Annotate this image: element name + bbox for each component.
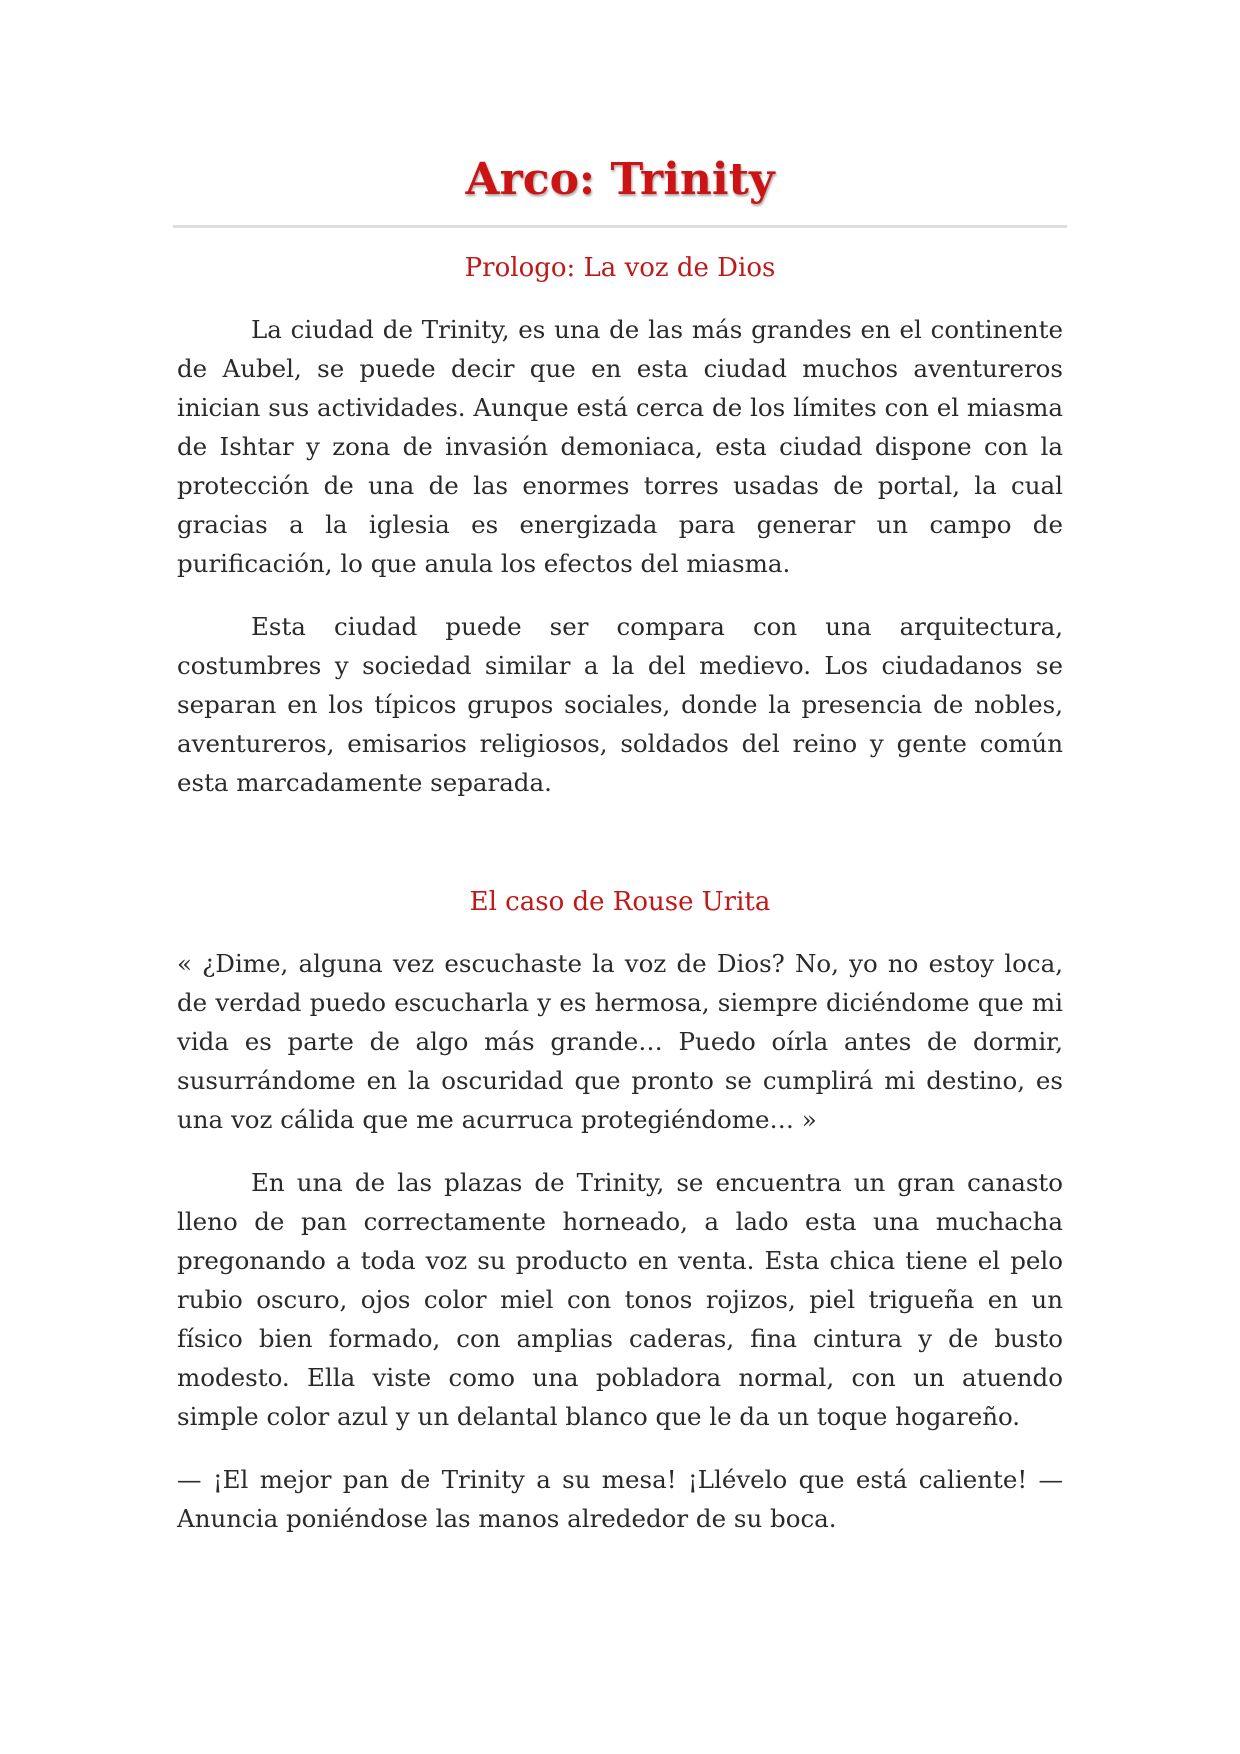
paragraph: La ciudad de Trinity, es una de las más grandes en el continente de Aubel, se puede decir que en esta ciudad muchos aventureros inician sus actividades. Aunque está cerca de los límites con el miasma de Ishtar y zona de invasión demoniaca, esta ciudad dispone con la protección de una de las enormes torres usadas de portal, la cual gracias a la iglesia es energizada para generar un campo de purificación, lo que anula los efectos del miasma. (177, 315, 1063, 578)
section-heading-prologo: Prologo: La voz de Dios (464, 253, 776, 283)
document-page (177, 0, 1063, 1538)
paragraph: En una de las plazas de Trinity, se encuentra un gran canasto lleno de pan correctamente horneado, a lado esta una muchacha pregonando a toda voz su producto en venta. Esta chica tiene el pelo rubio oscuro, ojos color miel con tonos rojizos, piel trigueña en un físico bien formado, con amplias caderas, fina cintura y de busto modesto. Ella viste como una pobladora normal, con un atuendo simple color azul y un delantal blanco que le da un toque hogareño. (177, 1168, 1063, 1431)
section-heading-rouse-urita: El caso de Rouse Urita (469, 887, 771, 917)
paragraph: Esta ciudad puede ser compara con una arquitectura, costumbres y sociedad similar a la del medievo. Los ciudadanos se separan en los típicos grupos sociales, donde la presencia de nobles, aventureros, emisarios religiosos, soldados del reino y gente común esta marcadamente separada. (177, 612, 1063, 797)
document-title: Arco: Trinity (465, 154, 775, 205)
dialogue-paragraph: — ¡El mejor pan de Trinity a su mesa! ¡Llévelo que está caliente! — Anuncia poniéndose las manos alrededor de su boca. (177, 1465, 1063, 1533)
title-divider (173, 225, 1067, 228)
quote-paragraph: « ¿Dime, alguna vez escuchaste la voz de Dios? No, yo no estoy loca, de verdad puedo escucharla y es hermosa, siempre diciéndome que mi vida es parte de algo más grande… Puedo oírla antes de dormir, susurrándome en la oscuridad que pronto se cumplirá mi destino, es una voz cálida que me acurruca protegiéndome… » (177, 949, 1063, 1134)
